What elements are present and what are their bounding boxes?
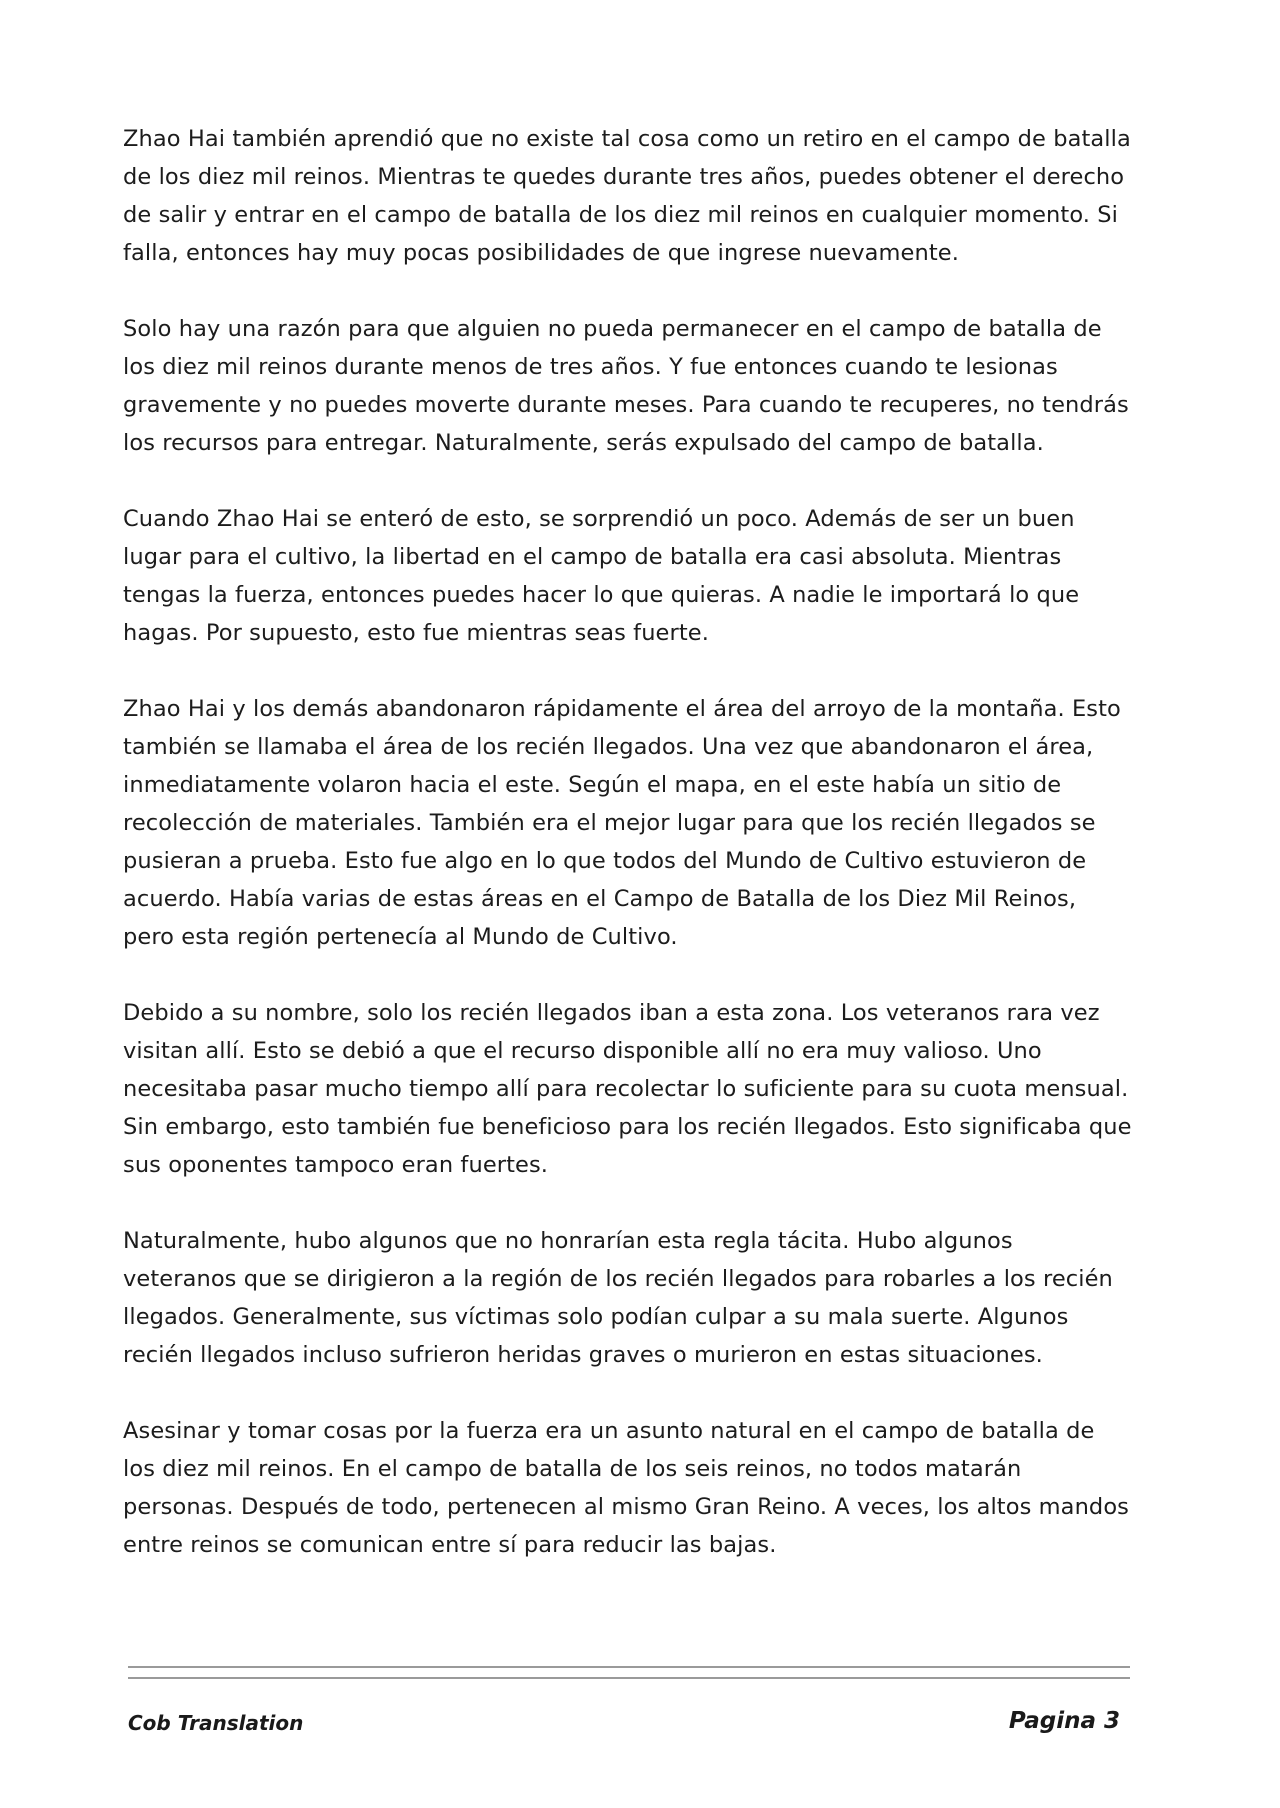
footer-page-number: Pagina 3 [1008,1708,1120,1734]
paragraph-1: Zhao Hai también aprendió que no existe tal cosa como un retiro en el campo de batalla de los diez mil reinos. Mientras te quedes durante tres años, puedes obtener el derecho de salir y entrar en el campo de batalla de los diez mil reinos en cualquier momento. Si falla, entonces hay muy pocas posibilidades de que ingrese nuevamente. [123,126,1131,266]
footer-translator: Cob Translation [128,1711,304,1735]
paragraph-2: Solo hay una razón para que alguien no pueda permanecer en el campo de batalla de los diez mil reinos durante menos de tres años. Y fue entonces cuando te lesionas gravemente y no puedes moverte durante meses. Para cuando te recuperes, no tendrás los recursos para entregar. Naturalmente, serás expulsado del campo de batalla. [123,316,1129,456]
body-text [123,120,1133,1602]
paragraph-3: Cuando Zhao Hai se enteró de esto, se sorprendió un poco. Además de ser un buen lugar para el cultivo, la libertad en el campo de batalla era casi absoluta. Mientras tengas la fuerza, entonces puedes hacer lo que quieras. A nadie le importará lo que hagas. Por supuesto, esto fue mientras seas fuerte. [123,506,1080,646]
footer-rule-top [128,1666,1130,1668]
footer-rule-bottom [128,1677,1130,1679]
paragraph-5: Debido a su nombre, solo los recién llegados iban a esta zona. Los veteranos rara vez visitan allí. Esto se debió a que el recurso disponible allí no era muy valioso. Uno necesitaba pasar mucho tiempo allí para recolectar lo suficiente para su cuota mensual. Sin embargo, esto también fue beneficioso para los recién llegados. Esto significaba que sus oponentes tampoco eran fuertes. [123,1000,1132,1178]
paragraph-4: Zhao Hai y los demás abandonaron rápidamente el área del arroyo de la montaña. Esto también se llamaba el área de los recién llegados. Una vez que abandonaron el área, inmediatamente volaron hacia el este. Según el mapa, en el este había un sitio de recolección de materiales. También era el mejor lugar para que los recién llegados se pusieran a prueba. Esto fue algo en lo que todos del Mundo de Cultivo estuvieron de acuerdo. Había varias de estas áreas en el Campo de Batalla de los Diez Mil Reinos, pero esta región pertenecía al Mundo de Cultivo. [123,696,1121,950]
footer-divider [128,1666,1130,1679]
paragraph-6: Naturalmente, hubo algunos que no honrarían esta regla tácita. Hubo algunos veteranos que se dirigieron a la región de los recién llegados para robarles a los recién llegados. Generalmente, sus víctimas solo podían culpar a su mala suerte. Algunos recién llegados incluso sufrieron heridas graves o murieron en estas situaciones. [123,1228,1113,1368]
paragraph-7: Asesinar y tomar cosas por la fuerza era un asunto natural en el campo de batalla de los diez mil reinos. En el campo de batalla de los seis reinos, no todos matarán personas. Después de todo, pertenecen al mismo Gran Reino. A veces, los altos mandos entre reinos se comunican entre sí para reducir las bajas. [123,1418,1130,1558]
